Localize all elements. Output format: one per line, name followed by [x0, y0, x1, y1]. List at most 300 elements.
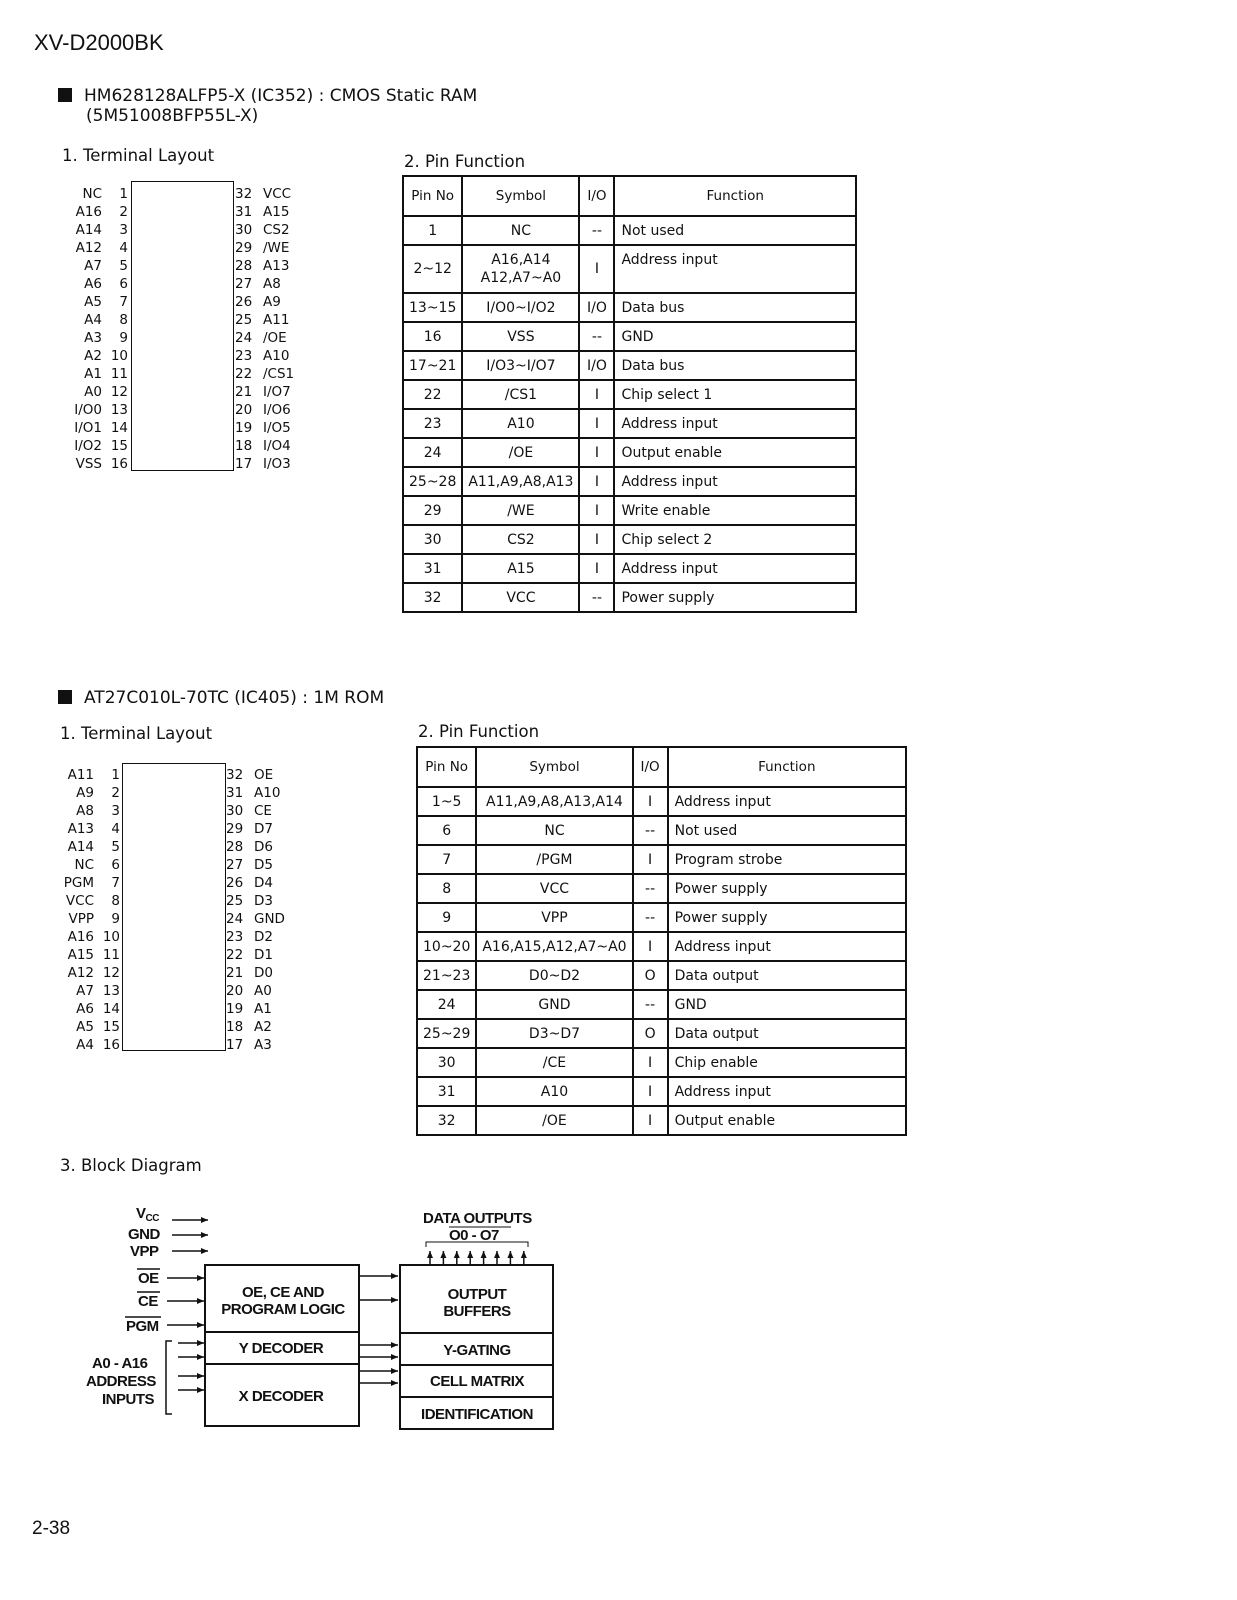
pin-number: 13: [102, 983, 120, 999]
pin-row: [235, 419, 315, 437]
cell-io: --: [633, 816, 668, 845]
pin-row: [226, 1000, 306, 1018]
pin-name: D6: [254, 839, 273, 855]
table-row: [417, 874, 906, 903]
pin-name: A5: [84, 294, 102, 310]
cell-symbol: A10: [476, 1077, 632, 1106]
pin-row: [60, 401, 128, 419]
pin-row: [226, 820, 306, 838]
cell-pin: 30: [417, 1048, 476, 1077]
data-outputs-range: O0 - O7: [449, 1227, 499, 1244]
pin-row: [235, 437, 315, 455]
pin-name: A16: [75, 204, 102, 220]
pin-row: [226, 766, 306, 784]
cell-pin: 25~29: [417, 1019, 476, 1048]
bullet-square-icon: [58, 88, 72, 102]
cell-function: Data bus: [614, 351, 856, 380]
header-pin-no: Pin No: [403, 176, 462, 216]
pin-row: [60, 293, 128, 311]
table-row: [417, 845, 906, 874]
table-row: [403, 216, 856, 245]
cell-function: Address input: [668, 787, 906, 816]
cell-symbol: /WE: [462, 496, 579, 525]
pin-number: 21: [226, 965, 244, 981]
pin-name: VPP: [68, 911, 94, 927]
table-row: [417, 903, 906, 932]
pin-name: A11: [67, 767, 94, 783]
pin-number: 11: [110, 366, 128, 382]
pin-row: [52, 838, 120, 856]
document-title: XV-D2000BK: [34, 30, 164, 55]
pin-row: [235, 203, 315, 221]
pin-name: A14: [75, 222, 102, 238]
ram-left-pins: [60, 185, 128, 473]
rom-left-pins: [52, 766, 120, 1054]
address-label-line1: A0 - A16: [92, 1355, 148, 1372]
pin-name: A3: [254, 1037, 272, 1053]
pin-number: 5: [119, 258, 128, 274]
header-function: Function: [668, 747, 906, 787]
pin-number: 15: [102, 1019, 120, 1035]
pin-row: [226, 982, 306, 1000]
cell-pin: 24: [403, 438, 462, 467]
cell-io: O: [633, 961, 668, 990]
pin-row: [235, 239, 315, 257]
pin-row: [226, 928, 306, 946]
cell-function: Chip select 1: [614, 380, 856, 409]
cell-function: Address input: [614, 467, 856, 496]
rom-block-diagram-title: 3. Block Diagram: [60, 1156, 202, 1175]
ram-terminal-layout-title: 1. Terminal Layout: [62, 146, 215, 165]
bullet-square-icon: [58, 690, 72, 704]
pin-number: 2: [119, 204, 128, 220]
pin-name: A15: [263, 204, 290, 220]
table-row: [403, 351, 856, 380]
rom-heading: [58, 688, 384, 708]
cell-symbol: GND: [476, 990, 632, 1019]
pin-number: 1: [111, 767, 120, 783]
ram-table-header: [403, 176, 856, 216]
pin-name: A8: [76, 803, 94, 819]
cell-pin: 23: [403, 409, 462, 438]
pin-number: 3: [119, 222, 128, 238]
pin-number: 21: [235, 384, 253, 400]
pin-row: [235, 257, 315, 275]
pin-name: D7: [254, 821, 273, 837]
pin-name: A0: [84, 384, 102, 400]
cell-pin: 17~21: [403, 351, 462, 380]
pin-name: I/O6: [263, 402, 291, 418]
table-row: [403, 322, 856, 351]
pin-number: 7: [119, 294, 128, 310]
pin-row: [226, 910, 306, 928]
table-row: [403, 380, 856, 409]
cell-symbol: VCC: [476, 874, 632, 903]
pin-row: [226, 964, 306, 982]
cell-pin: 32: [403, 583, 462, 612]
data-outputs-label: DATA OUTPUTS: [423, 1210, 532, 1227]
cell-pin: 22: [403, 380, 462, 409]
pin-name: I/O0: [74, 402, 102, 418]
pin-row: [60, 365, 128, 383]
pin-number: 12: [102, 965, 120, 981]
cell-symbol: /OE: [476, 1106, 632, 1135]
pin-row: [60, 203, 128, 221]
pin-name: VSS: [75, 456, 102, 472]
cell-io: --: [579, 322, 614, 351]
pin-row: [235, 329, 315, 347]
pin-number: 27: [235, 276, 253, 292]
cell-io: I: [579, 467, 614, 496]
pin-row: [60, 329, 128, 347]
pin-row: [60, 347, 128, 365]
rom-right-pins: [226, 766, 306, 1054]
table-row: [403, 245, 856, 293]
cell-function: Power supply: [668, 903, 906, 932]
pin-number: 16: [102, 1037, 120, 1053]
cell-symbol: A11,A9,A8,A13,A14: [476, 787, 632, 816]
pin-name: VCC: [263, 186, 292, 202]
pin-row: [52, 892, 120, 910]
pin-number: 32: [226, 767, 244, 783]
cell-io: --: [633, 990, 668, 1019]
cell-symbol: CS2: [462, 525, 579, 554]
ram-right-pins: [235, 185, 315, 473]
ram-pin-function-title: 2. Pin Function: [404, 152, 526, 171]
pin-number: 29: [226, 821, 244, 837]
cell-pin: 31: [417, 1077, 476, 1106]
pin-row: [60, 383, 128, 401]
table-row: [403, 554, 856, 583]
cell-function: Data output: [668, 961, 906, 990]
cell-function: GND: [614, 322, 856, 351]
cell-io: I: [633, 1077, 668, 1106]
pin-row: [235, 311, 315, 329]
pin-row: [52, 946, 120, 964]
pin-row: [52, 856, 120, 874]
cell-pin: 2~12: [403, 245, 462, 293]
cell-symbol: NC: [462, 216, 579, 245]
pin-name: A5: [76, 1019, 94, 1035]
pin-name: A13: [263, 258, 290, 274]
pin-row: [235, 275, 315, 293]
pin-number: 18: [226, 1019, 244, 1035]
pin-name: A8: [263, 276, 281, 292]
pin-row: [235, 293, 315, 311]
pin-number: 17: [235, 456, 253, 472]
pin-name: A7: [76, 983, 94, 999]
pin-name: A3: [84, 330, 102, 346]
table-row: [417, 990, 906, 1019]
cell-symbol: /PGM: [476, 845, 632, 874]
pin-number: 25: [226, 893, 244, 909]
cell-function: Data bus: [614, 293, 856, 322]
pin-name: A9: [263, 294, 281, 310]
cell-io: I: [579, 409, 614, 438]
pin-name: /OE: [263, 330, 287, 346]
logic-label-line1: OE, CE AND: [242, 1284, 324, 1301]
cell-pin: 31: [403, 554, 462, 583]
pin-row: [235, 383, 315, 401]
cell-function: Address input: [614, 245, 856, 293]
pin-name: NC: [82, 186, 102, 202]
cell-io: I: [633, 845, 668, 874]
pin-name: D1: [254, 947, 273, 963]
pin-number: 15: [110, 438, 128, 454]
cell-symbol: /CS1: [462, 380, 579, 409]
pin-row: [226, 802, 306, 820]
table-row: [417, 1077, 906, 1106]
pin-row: [226, 946, 306, 964]
pin-number: 1: [119, 186, 128, 202]
pin-name: A12: [67, 965, 94, 981]
pin-number: 20: [226, 983, 244, 999]
pin-number: 10: [102, 929, 120, 945]
cell-io: I: [633, 1048, 668, 1077]
ram-heading-line1: HM628128ALFP5-X (IC352) : CMOS Static RAM: [84, 86, 478, 106]
pin-row: [60, 275, 128, 293]
header-io: I/O: [579, 176, 614, 216]
cell-io: I/O: [579, 351, 614, 380]
table-row: [403, 583, 856, 612]
cell-symbol: /CE: [476, 1048, 632, 1077]
pin-name: A6: [76, 1001, 94, 1017]
pin-name: D2: [254, 929, 273, 945]
pin-row: [60, 419, 128, 437]
pin-row: [60, 311, 128, 329]
cell-function: Output enable: [614, 438, 856, 467]
cell-pin: 6: [417, 816, 476, 845]
table-row: [403, 496, 856, 525]
cell-function: Power supply: [614, 583, 856, 612]
table-row: [417, 1048, 906, 1077]
cell-io: I: [579, 554, 614, 583]
pin-number: 5: [111, 839, 120, 855]
table-row: [403, 293, 856, 322]
pin-name: /WE: [263, 240, 290, 256]
pin-number: 8: [119, 312, 128, 328]
pin-number: 20: [235, 402, 253, 418]
pin-row: [226, 838, 306, 856]
pin-number: 22: [226, 947, 244, 963]
cell-function: Not used: [614, 216, 856, 245]
cell-function: Chip select 2: [614, 525, 856, 554]
pin-number: 18: [235, 438, 253, 454]
pin-row: [52, 1036, 120, 1054]
pin-number: 19: [235, 420, 253, 436]
pin-number: 26: [226, 875, 244, 891]
cell-symbol: A16,A14 A12,A7~A0: [462, 245, 579, 293]
page-number: 2-38: [32, 1518, 71, 1539]
pin-name: NC: [74, 857, 94, 873]
pin-row: [52, 1018, 120, 1036]
pin-number: 27: [226, 857, 244, 873]
pin-number: 23: [226, 929, 244, 945]
cell-symbol: VPP: [476, 903, 632, 932]
cell-pin: 7: [417, 845, 476, 874]
cell-pin: 8: [417, 874, 476, 903]
x-decoder-label: X DECODER: [238, 1388, 324, 1405]
cell-pin: 29: [403, 496, 462, 525]
cell-pin: 10~20: [417, 932, 476, 961]
pin-number: 28: [235, 258, 253, 274]
y-gating-label: Y-GATING: [443, 1342, 511, 1359]
cell-symbol: A16,A15,A12,A7~A0: [476, 932, 632, 961]
pin-row: [235, 221, 315, 239]
header-pin-no: Pin No: [417, 747, 476, 787]
pgm-label: PGM: [126, 1318, 159, 1335]
pin-number: 9: [119, 330, 128, 346]
identification-label: IDENTIFICATION: [421, 1406, 533, 1423]
pin-name: A1: [84, 366, 102, 382]
oe-label: OE: [138, 1270, 159, 1287]
pin-row: [235, 365, 315, 383]
cell-io: --: [633, 903, 668, 932]
pin-name: A6: [84, 276, 102, 292]
rom-terminal-layout-title: 1. Terminal Layout: [60, 724, 213, 743]
cell-io: I: [579, 245, 614, 293]
cell-io: I: [579, 496, 614, 525]
header-symbol: Symbol: [462, 176, 579, 216]
pin-number: 31: [226, 785, 244, 801]
rom-chip-body: [122, 763, 226, 1051]
cell-function: GND: [668, 990, 906, 1019]
pin-row: [60, 239, 128, 257]
pin-number: 28: [226, 839, 244, 855]
cell-symbol: NC: [476, 816, 632, 845]
pin-row: [52, 964, 120, 982]
address-label-line2: ADDRESS: [86, 1373, 156, 1390]
pin-name: GND: [254, 911, 285, 927]
cell-symbol: VCC: [462, 583, 579, 612]
cell-pin: 1: [403, 216, 462, 245]
pin-row: [52, 784, 120, 802]
cell-function: Output enable: [668, 1106, 906, 1135]
cell-pin: 16: [403, 322, 462, 351]
table-row: [403, 438, 856, 467]
table-row: [417, 787, 906, 816]
output-buffers-line2: BUFFERS: [443, 1303, 511, 1320]
cell-symbol: D0~D2: [476, 961, 632, 990]
pin-row: [52, 766, 120, 784]
pin-number: 29: [235, 240, 253, 256]
pin-name: I/O3: [263, 456, 291, 472]
ram-pin-function-table: [402, 175, 857, 613]
pin-name: D4: [254, 875, 273, 891]
rom-table-header: [417, 747, 906, 787]
cell-io: I: [633, 787, 668, 816]
cell-function: Power supply: [668, 874, 906, 903]
cell-io: I/O: [579, 293, 614, 322]
cell-symbol: A11,A9,A8,A13: [462, 467, 579, 496]
pin-number: 2: [111, 785, 120, 801]
ram-chip-body: [131, 181, 234, 471]
pin-number: 32: [235, 186, 253, 202]
cell-symbol: A15: [462, 554, 579, 583]
cell-function: Address input: [668, 1077, 906, 1106]
table-row: [403, 467, 856, 496]
gnd-label: GND: [128, 1226, 160, 1243]
rom-block-diagram: [0, 1190, 620, 1450]
header-io: I/O: [633, 747, 668, 787]
pin-number: 19: [226, 1001, 244, 1017]
pin-name: I/O2: [74, 438, 102, 454]
cell-symbol: A10: [462, 409, 579, 438]
cell-function: Address input: [614, 554, 856, 583]
pin-number: 10: [110, 348, 128, 364]
pin-number: 17: [226, 1037, 244, 1053]
cell-pin: 21~23: [417, 961, 476, 990]
rom-pin-function-title: 2. Pin Function: [418, 722, 540, 741]
cell-function: Address input: [668, 932, 906, 961]
pin-number: 4: [119, 240, 128, 256]
pin-row: [52, 802, 120, 820]
rom-heading-text: AT27C010L-70TC (IC405) : 1M ROM: [84, 688, 385, 708]
pin-name: A7: [84, 258, 102, 274]
pin-name: VCC: [65, 893, 94, 909]
cell-pin: 24: [417, 990, 476, 1019]
cell-io: I: [633, 932, 668, 961]
pin-name: D3: [254, 893, 273, 909]
vcc-label: $V_{CC}$: [136, 1205, 159, 1224]
pin-row: [226, 856, 306, 874]
pin-row: [235, 347, 315, 365]
pin-number: 26: [235, 294, 253, 310]
pin-name: /CS1: [263, 366, 295, 382]
pin-name: A4: [76, 1037, 94, 1053]
cell-symbol: I/O0~I/O2: [462, 293, 579, 322]
pin-name: I/O7: [263, 384, 291, 400]
pin-name: A12: [75, 240, 102, 256]
pin-name: A10: [263, 348, 290, 364]
cell-pin: 9: [417, 903, 476, 932]
pin-number: 24: [235, 330, 253, 346]
cell-io: I: [579, 438, 614, 467]
cell-io: O: [633, 1019, 668, 1048]
pin-number: 24: [226, 911, 244, 927]
pin-number: 4: [111, 821, 120, 837]
cell-symbol: /OE: [462, 438, 579, 467]
cell-function: Address input: [614, 409, 856, 438]
pin-row: [235, 185, 315, 203]
pin-name: PGM: [63, 875, 94, 891]
pin-row: [60, 185, 128, 203]
cell-pin: 1~5: [417, 787, 476, 816]
ram-heading: [58, 86, 477, 106]
rom-pin-function-table: [416, 746, 907, 1136]
pin-row: [60, 455, 128, 473]
pin-name: A2: [254, 1019, 272, 1035]
ce-label: CE: [138, 1293, 158, 1310]
ram-heading-line2: (5M51008BFP55L-X): [86, 106, 259, 126]
cell-io: I: [633, 1106, 668, 1135]
pin-number: 16: [110, 456, 128, 472]
table-row: [403, 409, 856, 438]
cell-pin: 25~28: [403, 467, 462, 496]
pin-name: A1: [254, 1001, 272, 1017]
pin-number: 6: [119, 276, 128, 292]
pin-number: 11: [102, 947, 120, 963]
header-function: Function: [614, 176, 856, 216]
address-label-line3: INPUTS: [102, 1391, 155, 1408]
pin-name: A4: [84, 312, 102, 328]
cell-pin: 32: [417, 1106, 476, 1135]
pin-row: [60, 437, 128, 455]
pin-number: 8: [111, 893, 120, 909]
pin-number: 7: [111, 875, 120, 891]
pin-row: [52, 820, 120, 838]
pin-row: [226, 892, 306, 910]
